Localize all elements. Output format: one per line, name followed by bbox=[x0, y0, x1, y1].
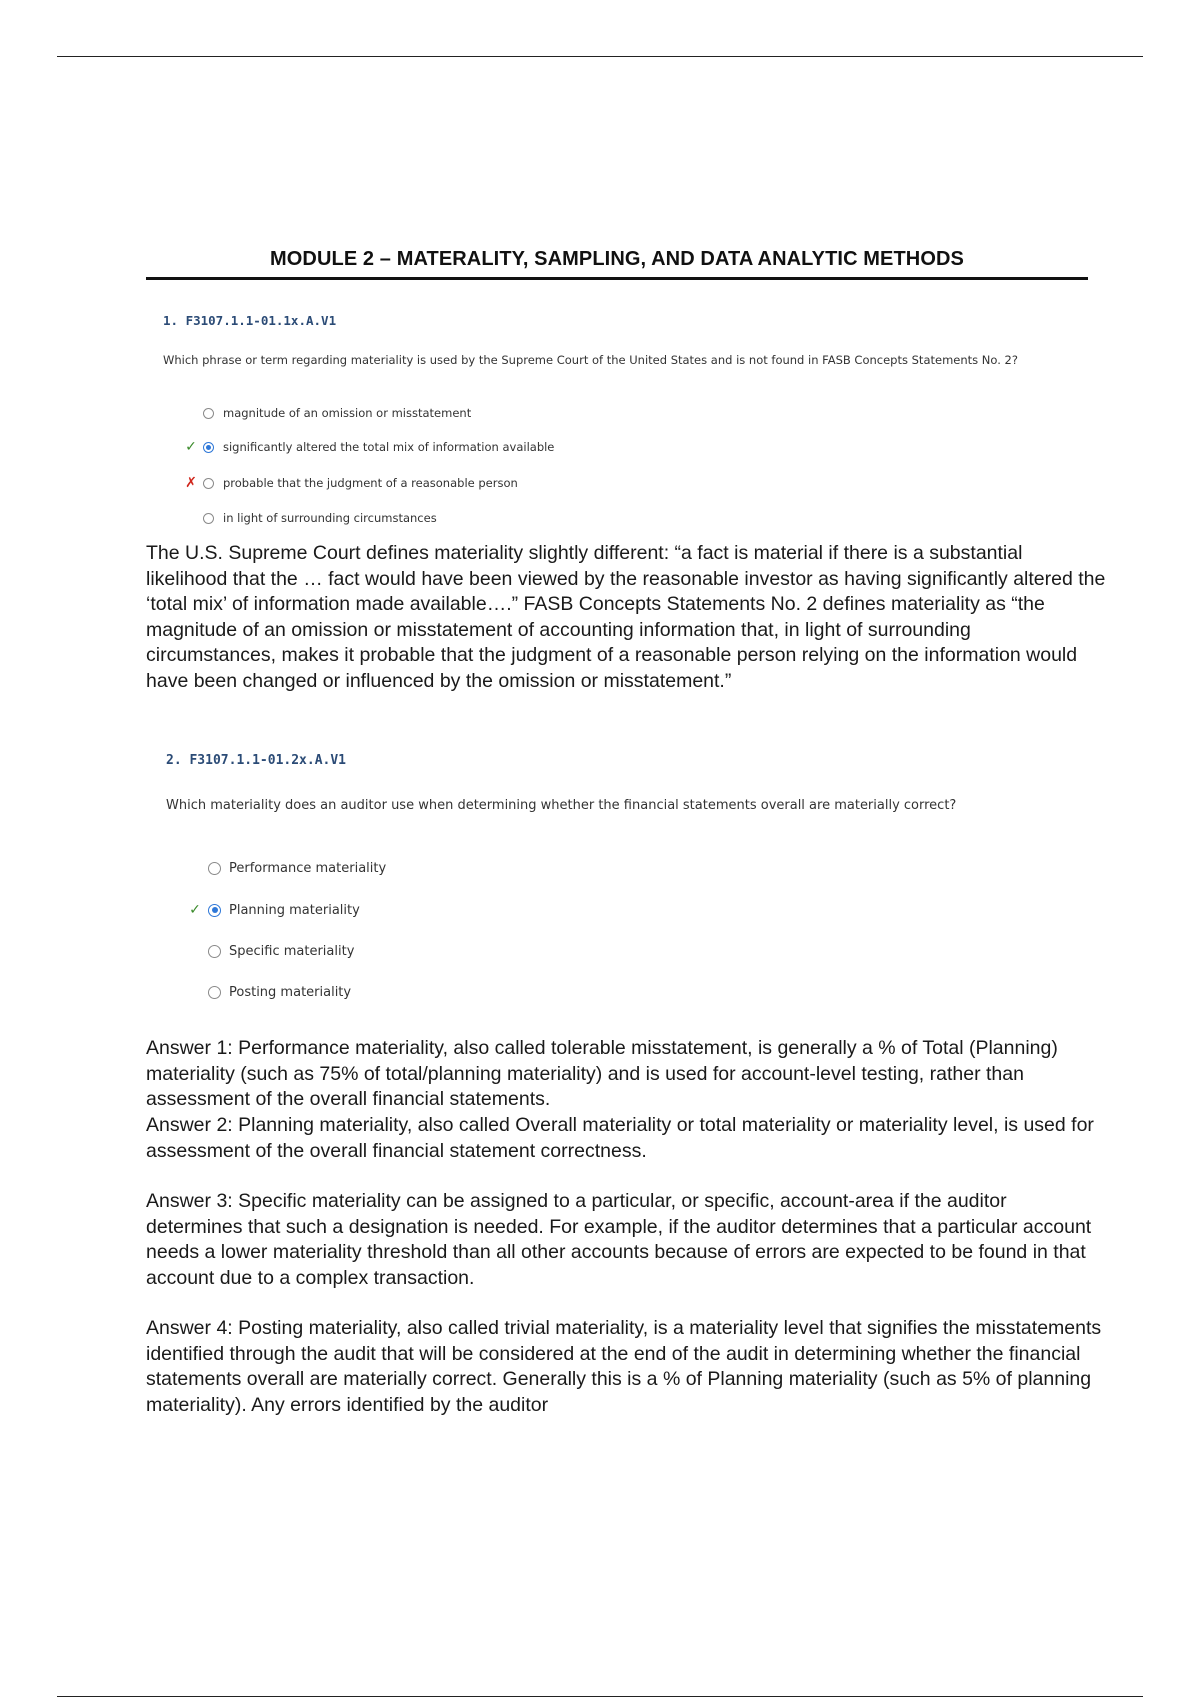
q1-option-1-radio[interactable] bbox=[203, 408, 214, 419]
q1-option-4[interactable] bbox=[182, 508, 437, 528]
q1-option-4-label: in light of surrounding circumstances bbox=[223, 511, 437, 525]
q2-option-2-label: Planning materiality bbox=[229, 902, 360, 918]
q1-option-2-radio[interactable] bbox=[203, 442, 214, 453]
q2-option-4[interactable] bbox=[186, 982, 351, 1002]
q1-option-1-label: magnitude of an omission or misstatement bbox=[223, 406, 472, 420]
q2-option-1-radio[interactable] bbox=[208, 862, 221, 875]
check-icon: ✓ bbox=[185, 439, 197, 455]
question-1-explanation: The U.S. Supreme Court defines materiality slightly different: “a fact is material if there is a substantial likelihood that the … fact would have been viewed by the reasonable investor as having significantly altered the ‘total mix’ of information made available….” FASB Concepts Statements No. 2 defines materiality as “the magnitude of an omission or misstatement of accounting information that, in light of surrounding circumstances, makes it probable that the judgment of a reasonable person relying on the information would have been changed or influenced by the omission or misstatement.” bbox=[146, 542, 1106, 692]
answer-1-explanation: Answer 1: Performance materiality, also called tolerable misstatement, is generally a % of Total (Planning) materiality (such as 75% of total/planning materiality) and is used for account-level testing, rather than assessment of the overall financial statements. bbox=[146, 1037, 1058, 1111]
q2-option-1[interactable] bbox=[186, 858, 386, 878]
check-icon: ✓ bbox=[189, 902, 201, 918]
question-1-text: Which phrase or term regarding materiality is used by the Supreme Court of the United States and is not found in FASB Concepts Statements No. 2? bbox=[163, 353, 1018, 367]
q1-option-3-radio[interactable] bbox=[203, 478, 214, 489]
question-2-text: Which materiality does an auditor use when determining whether the financial statements overall are materially correct? bbox=[166, 798, 957, 813]
q1-option-3[interactable] bbox=[182, 473, 518, 493]
q1-option-1[interactable] bbox=[182, 403, 471, 423]
answer-4-explanation: Answer 4: Posting materiality, also called trivial materiality, is a materiality level that signifies the misstatements identified through the audit that will be considered at the end of the audit in determining whether the financial statements overall are materially correct. Generally this is a % of Planning materiality (such as 5% of planning materiality). Any errors identified by the auditor bbox=[146, 1317, 1102, 1416]
q1-option-2-label: significantly altered the total mix of information available bbox=[223, 440, 555, 454]
answer-2-explanation: Answer 2: Planning materiality, also called Overall materiality or total materiality or materiality level, is used for assessment of the overall financial statement correctness. bbox=[146, 1114, 1094, 1162]
title-underline bbox=[146, 277, 1088, 280]
q1-option-3-label: probable that the judgment of a reasonable person bbox=[223, 476, 518, 490]
cross-icon: ✗ bbox=[185, 475, 197, 491]
bottom-rule bbox=[57, 1696, 1143, 1697]
q2-option-3-radio[interactable] bbox=[208, 945, 221, 958]
q1-option-4-radio[interactable] bbox=[203, 513, 214, 524]
q2-option-3-label: Specific materiality bbox=[229, 943, 355, 959]
answer-3-explanation: Answer 3: Specific materiality can be assigned to a particular, or specific, account-area if the auditor determines that such a designation is needed. For example, if the auditor determines that a particular account needs a lower materiality threshold than all other accounts because of errors are expected to be found in that account due to a complex transaction. bbox=[146, 1190, 1092, 1289]
module-title: MODULE 2 – MATERALITY, SAMPLING, AND DATA ANALYTIC METHODS bbox=[270, 248, 964, 270]
q2-option-2[interactable] bbox=[186, 900, 360, 920]
q2-option-4-label: Posting materiality bbox=[229, 984, 352, 1000]
q1-option-2[interactable] bbox=[182, 437, 554, 457]
question-2-id: 2. F3107.1.1-01.2x.A.V1 bbox=[166, 753, 347, 768]
top-rule bbox=[57, 56, 1143, 57]
q2-option-3[interactable] bbox=[186, 941, 354, 961]
q2-option-1-label: Performance materiality bbox=[229, 860, 387, 876]
q2-option-2-radio[interactable] bbox=[208, 904, 221, 917]
q2-option-4-radio[interactable] bbox=[208, 986, 221, 999]
question-1-id: 1. F3107.1.1-01.1x.A.V1 bbox=[163, 313, 337, 328]
